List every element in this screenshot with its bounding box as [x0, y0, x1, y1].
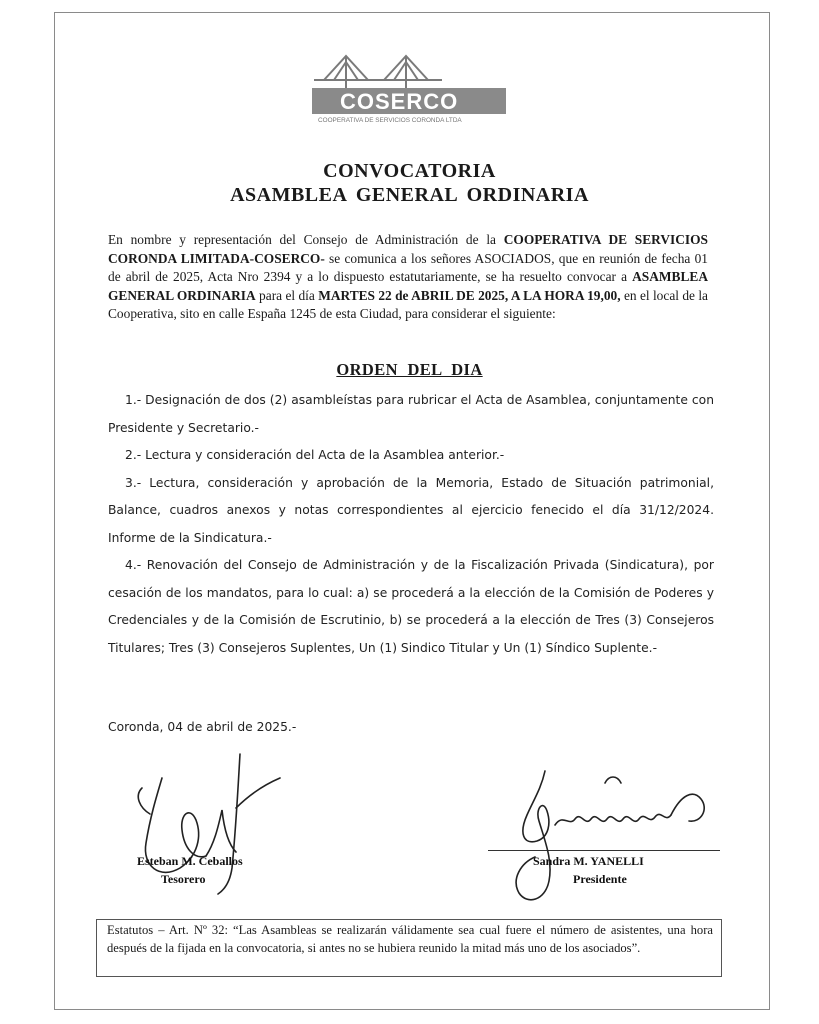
- firma-presidente-cargo: Presidente: [573, 872, 627, 886]
- orden-item-1: 1.- Designación de dos (2) asambleístas para rubricar el Acta de Asamblea, conjuntamente con Presidente y Secretario.-: [108, 393, 714, 435]
- title-line-2: ASAMBLEA GENERAL ORDINARIA: [230, 184, 589, 206]
- firma-tesorero: [137, 852, 243, 888]
- intro-bold-3: MARTES 22 de ABRIL DE 2025, A LA HORA 19,00,: [318, 287, 621, 303]
- firma-presidente-nombre: Sandra M. YANELLI: [533, 854, 644, 868]
- estatuto-nota: Estatutos – Art. Nº 32: “Las Asambleas se realizarán válidamente sea cual fuere el número de asistentes, una hora después de la fijada en la convocatoria, si antes no se hubiera reunido la mitad más uno de los asociados”.: [96, 919, 722, 977]
- intro-paragraph: [108, 231, 708, 324]
- orden-heading-wrap: [0, 360, 819, 380]
- logo-name: COSERCO: [340, 89, 459, 114]
- firma-presidente: [533, 852, 644, 888]
- signature-presidente: [505, 765, 720, 910]
- orden-item-2: 2.- Lectura y consideración del Acta de la Asamblea anterior.-: [125, 448, 505, 462]
- intro-text-2: se comunica a los señores ASOCIADOS, que en reunión de fecha 01 de abril de 2025, Acta Nro 2394 y a lo dispuesto estatutariamente, se ha resuelto convocar a: [108, 250, 709, 284]
- orden-items: [108, 387, 714, 662]
- coserco-logo-mark: [312, 48, 506, 124]
- orden-heading: ORDEN DEL DIA: [336, 360, 483, 379]
- intro-text-3: para el día: [255, 287, 319, 303]
- fecha-lugar: Coronda, 04 de abril de 2025.-: [108, 720, 297, 734]
- coserco-logo: [312, 48, 506, 124]
- intro-bold-1: COOPERATIVA DE SERVICIOS CORONDA LIMITADA-COSERCO-: [108, 232, 708, 266]
- title-line-1: CONVOCATORIA: [323, 160, 496, 182]
- orden-item-3: 3.- Lectura, consideración y aprobación de la Memoria, Estado de Situación patrimonial, Balance, cuadros anexos y notas correspondientes al ejercicio fenecido el día 31/12/2024. Informe de la Sindicatura.-: [108, 475, 714, 545]
- intro-text-4: en el local de la Cooperativa, sito en calle España 1245 de esta Ciudad, para considerar el siguiente:: [108, 287, 708, 321]
- intro-text-1: En nombre y representación del Consejo de Administración de la: [108, 232, 504, 247]
- firma-tesorero-cargo: Tesorero: [161, 872, 206, 886]
- firma-tesorero-nombre: Esteban M. Ceballos: [137, 854, 243, 868]
- orden-item-4: 4.- Renovación del Consejo de Administración y de la Fiscalización Privada (Sindicatura), por cesación de los mandatos, para lo cual: a) se procederá a la elección de la Comisión de Poderes y Credenciales y de la Comisión de Escrutinio, b) se procederá a la elección de Tres (3) Consejeros Titulares; Tres (3) Consejeros Suplentes, Un (1) Sindico Titular y Un (1) Síndico Suplente.-: [108, 558, 714, 655]
- intro-bold-2: ASAMBLEA GENERAL ORDINARIA: [108, 269, 708, 303]
- logo-tagline: COOPERATIVA DE SERVICIOS CORONDA LTDA: [318, 117, 462, 124]
